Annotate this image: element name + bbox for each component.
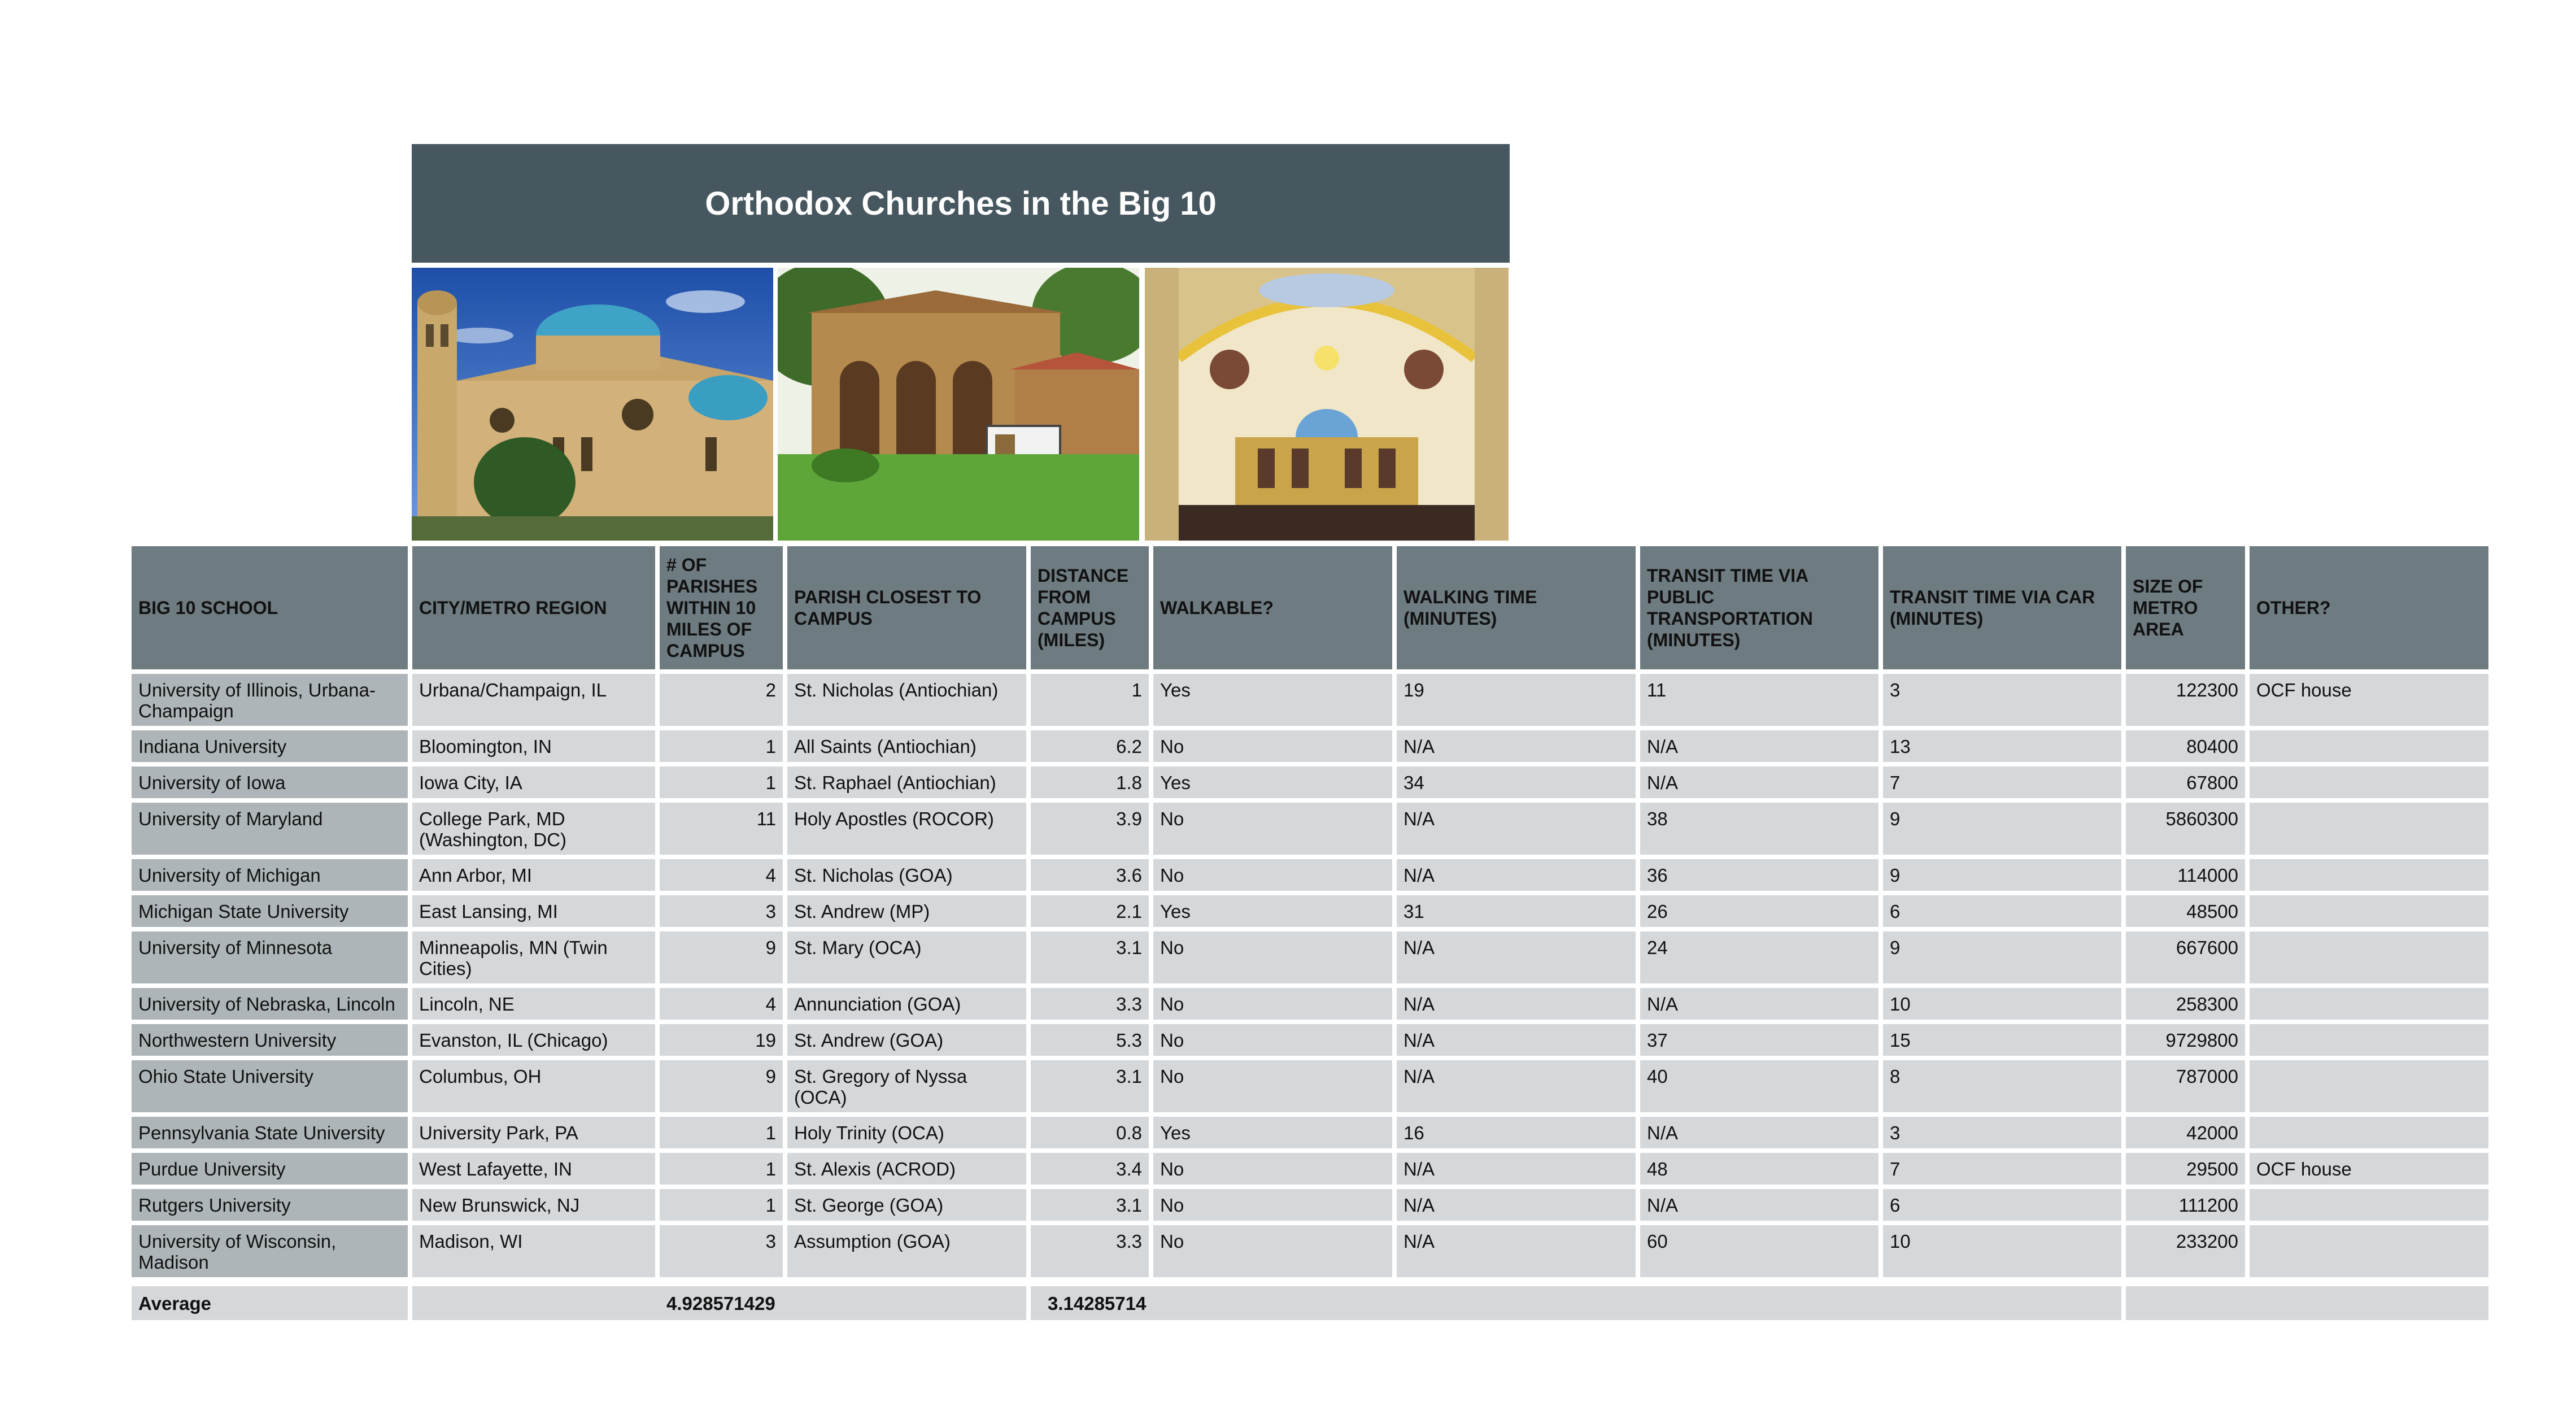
- cell-car-time: 8: [1883, 1060, 2121, 1112]
- cell-metro-size: 48500: [2126, 895, 2245, 927]
- cell-other: [2250, 895, 2488, 927]
- cell-city: Minneapolis, MN (Twin Cities): [412, 931, 655, 983]
- cell-car-time: 13: [1883, 730, 2121, 762]
- cell-school: Indiana University: [132, 730, 408, 762]
- cell-metro-size: 80400: [2126, 730, 2245, 762]
- cell-other: OCF house: [2250, 1153, 2488, 1185]
- cell-parish: Assumption (GOA): [787, 1225, 1026, 1277]
- cell-car-time: 15: [1883, 1024, 2121, 1056]
- cell-parishes: 19: [660, 1024, 783, 1056]
- cell-metro-size: 114000: [2126, 859, 2245, 891]
- cell-metro-size: 29500: [2126, 1153, 2245, 1185]
- cell-walkable: No: [1153, 1060, 1392, 1112]
- cell-walking-time: N/A: [1397, 1189, 1636, 1221]
- church-exterior-blue-domes-photo: [412, 268, 773, 541]
- cell-transit-time: 60: [1640, 1225, 1878, 1277]
- cell-other: [2250, 730, 2488, 762]
- cell-school: University of Maryland: [132, 803, 408, 855]
- cell-walking-time: N/A: [1397, 1153, 1636, 1185]
- average-label: Average: [132, 1286, 408, 1320]
- cell-parish: St. Nicholas (Antiochian): [787, 674, 1026, 726]
- cell-car-time: 3: [1883, 674, 2121, 726]
- cell-other: [2250, 1117, 2488, 1148]
- cell-distance: 0.8: [1031, 1117, 1149, 1148]
- header-walking-time: WALKING TIME (MINUTES): [1397, 546, 1636, 669]
- church-interior-iconostasis-photo: [1145, 268, 1509, 541]
- cell-distance: 3.3: [1031, 1225, 1149, 1277]
- cell-walking-time: N/A: [1397, 859, 1636, 891]
- header-other: OTHER?: [2250, 546, 2488, 669]
- cell-distance: 3.3: [1031, 988, 1149, 1020]
- cell-walkable: No: [1153, 730, 1392, 762]
- cell-distance: 1: [1031, 674, 1149, 726]
- cell-walking-time: N/A: [1397, 1060, 1636, 1112]
- cell-school: University of Iowa: [132, 767, 408, 798]
- header-parishes: # OF PARISHES WITHIN 10 MILES OF CAMPUS: [660, 546, 783, 669]
- cell-metro-size: 233200: [2126, 1225, 2245, 1277]
- brick-chapel-photo: [778, 268, 1139, 541]
- cell-parishes: 1: [660, 1117, 783, 1148]
- cell-distance: 3.1: [1031, 931, 1149, 983]
- cell-car-time: 10: [1883, 988, 2121, 1020]
- cell-metro-size: 67800: [2126, 767, 2245, 798]
- churches-table: [132, 546, 2488, 1323]
- cell-walking-time: N/A: [1397, 803, 1636, 855]
- header-school: BIG 10 SCHOOL: [132, 546, 408, 669]
- cell-city: West Lafayette, IN: [412, 1153, 655, 1185]
- cell-parishes: 9: [660, 1060, 783, 1112]
- cell-walkable: No: [1153, 1225, 1392, 1277]
- cell-parishes: 3: [660, 1225, 783, 1277]
- cell-walkable: Yes: [1153, 767, 1392, 798]
- cell-other: [2250, 1024, 2488, 1056]
- cell-metro-size: 111200: [2126, 1189, 2245, 1221]
- cell-transit-time: 36: [1640, 859, 1878, 891]
- cell-city: Bloomington, IN: [412, 730, 655, 762]
- cell-school: Northwestern University: [132, 1024, 408, 1056]
- cell-distance: 3.1: [1031, 1189, 1149, 1221]
- cell-city: Evanston, IL (Chicago): [412, 1024, 655, 1056]
- cell-car-time: 6: [1883, 895, 2121, 927]
- cell-parishes: 4: [660, 859, 783, 891]
- cell-metro-size: 122300: [2126, 674, 2245, 726]
- cell-parish: St. George (GOA): [787, 1189, 1026, 1221]
- cell-car-time: 9: [1883, 931, 2121, 983]
- cell-walking-time: 16: [1397, 1117, 1636, 1148]
- cell-walkable: Yes: [1153, 1117, 1392, 1148]
- header-distance: DISTANCE FROM CAMPUS (MILES): [1031, 546, 1149, 669]
- cell-parish: Holy Apostles (ROCOR): [787, 803, 1026, 855]
- cell-parishes: 1: [660, 767, 783, 798]
- cell-walkable: No: [1153, 859, 1392, 891]
- cell-parish: Annunciation (GOA): [787, 988, 1026, 1020]
- cell-school: University of Wisconsin, Madison: [132, 1225, 408, 1277]
- cell-metro-size: 5860300: [2126, 803, 2245, 855]
- cell-walkable: Yes: [1153, 674, 1392, 726]
- cell-walking-time: 31: [1397, 895, 1636, 927]
- cell-city: Columbus, OH: [412, 1060, 655, 1112]
- cell-metro-size: 9729800: [2126, 1024, 2245, 1056]
- cell-city: East Lansing, MI: [412, 895, 655, 927]
- cell-transit-time: 37: [1640, 1024, 1878, 1056]
- page-title: Orthodox Churches in the Big 10: [705, 185, 1217, 222]
- cell-transit-time: 48: [1640, 1153, 1878, 1185]
- cell-parish: St. Mary (OCA): [787, 931, 1026, 983]
- cell-walkable: No: [1153, 1024, 1392, 1056]
- cell-walking-time: 34: [1397, 767, 1636, 798]
- header-transit-time: TRANSIT TIME VIA PUBLIC TRANSPORTATION (MINUTES): [1640, 546, 1878, 669]
- cell-distance: 3.9: [1031, 803, 1149, 855]
- cell-distance: 5.3: [1031, 1024, 1149, 1056]
- cell-school: Purdue University: [132, 1153, 408, 1185]
- cell-distance: 3.6: [1031, 859, 1149, 891]
- cell-car-time: 10: [1883, 1225, 2121, 1277]
- cell-walking-time: N/A: [1397, 1225, 1636, 1277]
- cell-transit-time: 24: [1640, 931, 1878, 983]
- average-parishes: 4.928571429: [412, 1286, 1026, 1320]
- cell-school: Ohio State University: [132, 1060, 408, 1112]
- cell-parish: St. Raphael (Antiochian): [787, 767, 1026, 798]
- cell-walkable: No: [1153, 931, 1392, 983]
- cell-transit-time: N/A: [1640, 1117, 1878, 1148]
- cell-city: New Brunswick, NJ: [412, 1189, 655, 1221]
- cell-parish: St. Alexis (ACROD): [787, 1153, 1026, 1185]
- cell-school: Rutgers University: [132, 1189, 408, 1221]
- cell-school: University of Minnesota: [132, 931, 408, 983]
- cell-school: Michigan State University: [132, 895, 408, 927]
- cell-parish: St. Andrew (MP): [787, 895, 1026, 927]
- cell-car-time: 7: [1883, 767, 2121, 798]
- cell-city: Lincoln, NE: [412, 988, 655, 1020]
- cell-walkable: No: [1153, 803, 1392, 855]
- cell-city: University Park, PA: [412, 1117, 655, 1148]
- cell-metro-size: 667600: [2126, 931, 2245, 983]
- average-empty: [2126, 1286, 2488, 1320]
- cell-school: University of Michigan: [132, 859, 408, 891]
- cell-school: University of Illinois, Urbana-Champaign: [132, 674, 408, 726]
- cell-other: [2250, 1189, 2488, 1221]
- cell-school: Pennsylvania State University: [132, 1117, 408, 1148]
- cell-parishes: 1: [660, 730, 783, 762]
- header-parish: PARISH CLOSEST TO CAMPUS: [787, 546, 1026, 669]
- cell-parishes: 1: [660, 1153, 783, 1185]
- cell-car-time: 3: [1883, 1117, 2121, 1148]
- header-city: CITY/METRO REGION: [412, 546, 655, 669]
- cell-walkable: No: [1153, 1153, 1392, 1185]
- header-walkable: WALKABLE?: [1153, 546, 1392, 669]
- cell-transit-time: N/A: [1640, 730, 1878, 762]
- cell-walkable: Yes: [1153, 895, 1392, 927]
- cell-distance: 3.1: [1031, 1060, 1149, 1112]
- cell-school: University of Nebraska, Lincoln: [132, 988, 408, 1020]
- cell-parishes: 3: [660, 895, 783, 927]
- cell-car-time: 6: [1883, 1189, 2121, 1221]
- cell-parish: St. Gregory of Nyssa (OCA): [787, 1060, 1026, 1112]
- cell-other: OCF house: [2250, 674, 2488, 726]
- cell-other: [2250, 988, 2488, 1020]
- cell-distance: 1.8: [1031, 767, 1149, 798]
- cell-city: College Park, MD (Washington, DC): [412, 803, 655, 855]
- cell-metro-size: 258300: [2126, 988, 2245, 1020]
- cell-metro-size: 42000: [2126, 1117, 2245, 1148]
- cell-walkable: No: [1153, 1189, 1392, 1221]
- cell-other: [2250, 767, 2488, 798]
- cell-other: [2250, 1225, 2488, 1277]
- cell-transit-time: N/A: [1640, 767, 1878, 798]
- cell-other: [2250, 1060, 2488, 1112]
- cell-walking-time: N/A: [1397, 730, 1636, 762]
- cell-transit-time: 26: [1640, 895, 1878, 927]
- cell-transit-time: N/A: [1640, 988, 1878, 1020]
- header-metro-size: SIZE OF METRO AREA: [2126, 546, 2245, 669]
- cell-car-time: 9: [1883, 859, 2121, 891]
- cell-city: Ann Arbor, MI: [412, 859, 655, 891]
- cell-car-time: 9: [1883, 803, 2121, 855]
- cell-distance: 6.2: [1031, 730, 1149, 762]
- cell-distance: 3.4: [1031, 1153, 1149, 1185]
- cell-walkable: No: [1153, 988, 1392, 1020]
- cell-other: [2250, 931, 2488, 983]
- cell-walking-time: N/A: [1397, 931, 1636, 983]
- cell-walking-time: N/A: [1397, 988, 1636, 1020]
- cell-parishes: 11: [660, 803, 783, 855]
- cell-walking-time: N/A: [1397, 1024, 1636, 1056]
- cell-transit-time: N/A: [1640, 1189, 1878, 1221]
- average-distance: 3.14285714: [1031, 1286, 2121, 1320]
- title-banner: [412, 144, 1510, 263]
- cell-city: Iowa City, IA: [412, 767, 655, 798]
- header-car-time: TRANSIT TIME VIA CAR (MINUTES): [1883, 546, 2121, 669]
- cell-transit-time: 11: [1640, 674, 1878, 726]
- cell-parishes: 2: [660, 674, 783, 726]
- cell-parish: All Saints (Antiochian): [787, 730, 1026, 762]
- cell-city: Madison, WI: [412, 1225, 655, 1277]
- cell-other: [2250, 803, 2488, 855]
- cell-transit-time: 40: [1640, 1060, 1878, 1112]
- cell-car-time: 7: [1883, 1153, 2121, 1185]
- cell-parishes: 4: [660, 988, 783, 1020]
- cell-transit-time: 38: [1640, 803, 1878, 855]
- cell-parish: Holy Trinity (OCA): [787, 1117, 1026, 1148]
- cell-other: [2250, 859, 2488, 891]
- cell-parishes: 9: [660, 931, 783, 983]
- cell-distance: 2.1: [1031, 895, 1149, 927]
- cell-walking-time: 19: [1397, 674, 1636, 726]
- cell-metro-size: 787000: [2126, 1060, 2245, 1112]
- cell-parish: St. Andrew (GOA): [787, 1024, 1026, 1056]
- cell-parish: St. Nicholas (GOA): [787, 859, 1026, 891]
- cell-city: Urbana/Champaign, IL: [412, 674, 655, 726]
- cell-parishes: 1: [660, 1189, 783, 1221]
